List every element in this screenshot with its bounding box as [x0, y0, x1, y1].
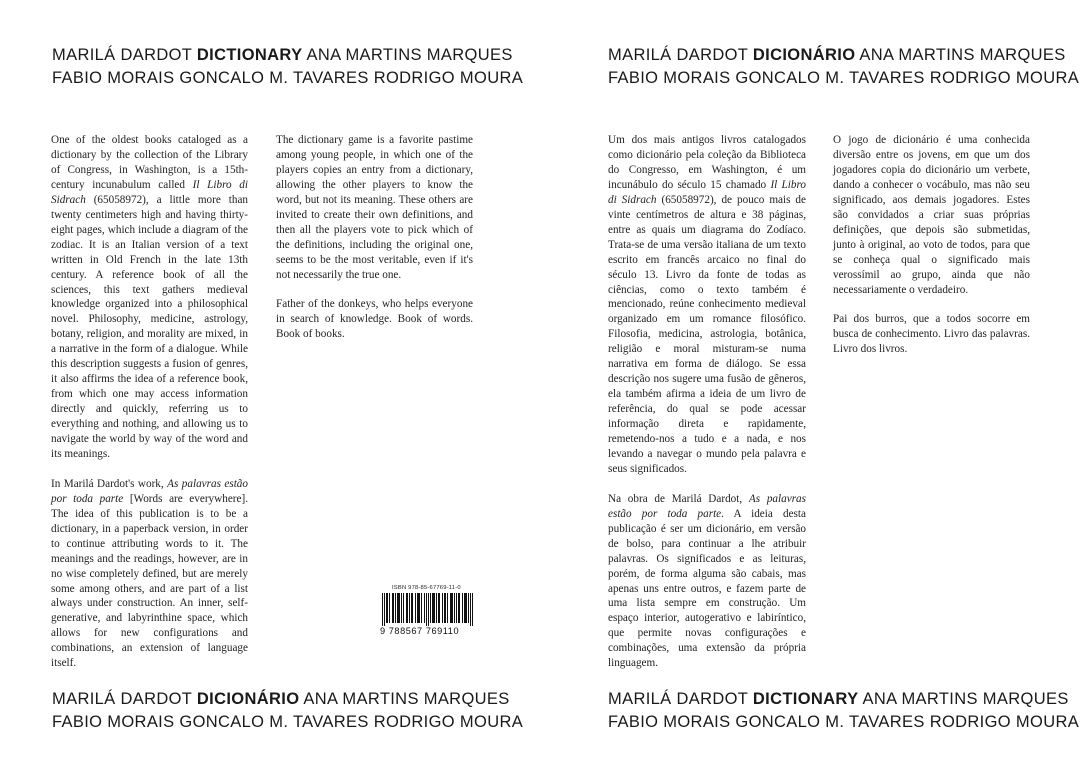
barcode-icon — [380, 593, 476, 626]
text: Na obra de Marilá Dardot, — [608, 492, 749, 505]
barcode-digits: 9 788567 769110 — [380, 626, 460, 636]
header-authors-line1 — [608, 44, 1078, 67]
author-name: ANA MARTINS MARQUES — [855, 46, 1066, 64]
book-title: DICIONÁRIO — [196, 690, 300, 708]
paragraph: Father of the donkeys, who helps everyone in search of knowledge. Book of words. Book of books. — [276, 298, 473, 341]
paragraph — [51, 133, 248, 462]
italic-title: As palavras estão por toda parte — [51, 477, 248, 505]
left-column-2 — [276, 133, 473, 342]
paragraph — [608, 133, 806, 477]
isbn-number: ISBN 978-85-67769-11-0 — [392, 585, 461, 591]
right-column-2 — [833, 133, 1030, 357]
author-name: ANA MARTINS MARQUES — [302, 46, 513, 64]
right-header-top — [608, 44, 1078, 89]
author-name: ANA MARTINS MARQUES — [299, 690, 510, 708]
header-authors-line2: FABIO MORAIS GONCALO M. TAVARES RODRIGO MOURA — [52, 712, 524, 731]
italic-title: Il Libro di Sidrach — [608, 178, 807, 206]
author-name: ANA MARTINS MARQUES — [858, 690, 1069, 708]
text: In Marilá Dardot's work, — [51, 477, 168, 490]
italic-title: As palavras estão por toda parte — [608, 492, 806, 520]
header-authors-line1 — [52, 44, 522, 67]
paragraph: Pai dos burros, que a todos socorre em busca de conhecimento. Livro das palavras. Livro dos livros. — [833, 313, 1030, 356]
isbn-barcode — [380, 585, 480, 647]
author-name: MARILÁ DARDOT — [608, 690, 753, 708]
text: One of the oldest books cataloged as a dictionary by the collection of the Library of Congress, in Washington, is a 15th-century incunabulum called — [51, 134, 248, 191]
text: [Words are everywhere]. The idea of this publication is to be a dictionary, in a paperback version, in order to continue attributing words to it. The meanings and the readings, however, are in no wise completely defined, but are merely some among others, and are part of a list always under construction. An inner, self-generative, and labyrinthine space, which allows for new configurations and combinations, an extension of language itself. — [51, 492, 249, 670]
author-name: MARILÁ DARDOT — [52, 690, 197, 708]
left-header-top — [52, 44, 522, 89]
text: . A ideia desta publicação é ser um dicionário, em versão de bolso, para continuar a lhe atribuir palavras. Os significados e as leituras, porém, de forma alguma são cabais, mas apenas uns entre outros, e fazem parte de uma lista sempre em construção. Um espaço interior, autogerativo e labiríntico, que permite novas configurações e combinações, uma extensão da própria linguagem. — [608, 507, 806, 670]
paragraph — [608, 492, 806, 671]
paragraph: O jogo de dicionário é uma conhecida diversão entre os jovens, em que um dos jogadores copia do dicionário um verbete, dando a conhecer o vocábulo, mas não seu significado, aos demais jogadores. Estes são convidados a criar suas próprias definições, que depois são submetidas, junto à original, ao voto de todos, para que se conheça qual o significado mais verossímil ao grupo, ainda que não necessariamente o verdadeiro. — [833, 134, 1030, 296]
left-column-1 — [51, 133, 248, 671]
italic-title: Il Libro di Sidrach — [51, 178, 248, 206]
header-authors-line1 — [608, 688, 1078, 711]
text: (65058972), a little more than twenty centimeters high and having thirty-eight pages, which include a diagram of the zodiac. It is an Italian version of a text written in Old French in the late 13th century. A reference book of all the sciences, this text gathers medieval knowledge organized into a philosophical novel. Philosophy, medicine, astrology, botany, religion, and morality are mixed, in a narrative in the form of a dialogue. While this description suggests a fusion of genres, it also affirms the idea of a reference book, from which one may access information directly and quickly, referring us to everything and nothing, and allowing us to navigate the world by way of the word and its meanings. — [51, 193, 248, 461]
text: (65058972), de pouco mais de vinte centímetros de altura e 38 páginas, entre as quais um diagrama do Zodíaco. Trata-se de uma versão italiana de um texto escrito em francês arcaico no final do século 13. Livro da fonte de todas as ciências, como o texto também é mencionado, reúne conhecimento medieval organizado em um romance filosófico. Filosofia, medicina, astrologia, botânica, religião e moral misturam-se numa narrativa em forma de diálogo. Se essa descrição nos sugere uma fusão de gêneros, ela também afirma a ideia de um livro de referência, do qual se pode acessar informação direta e rapidamente, remetendo-nos a tudo e a nada, e nos levando a navegar o mundo pela palavra e seus significados. — [608, 193, 806, 475]
book-title: DICIONÁRIO — [752, 46, 856, 64]
paragraph: The dictionary game is a favorite pastime among young people, in which one of the players copies an entry from a dictionary, allowing the other players to know the word, but not its meaning. These others are invited to create their own definitions, and then all the players vote to pick which of the definitions, including the original one, seems to be the most veritable, even if it's not necessarily the true one. — [276, 134, 473, 281]
header-authors-line1 — [52, 688, 522, 711]
book-title: DICTIONARY — [752, 690, 859, 708]
header-authors-line2: FABIO MORAIS GONCALO M. TAVARES RODRIGO MOURA — [608, 68, 1080, 87]
paragraph — [51, 477, 248, 671]
author-name: MARILÁ DARDOT — [608, 46, 753, 64]
right-column-1 — [608, 133, 806, 671]
left-header-bottom — [52, 688, 522, 733]
right-page — [540, 0, 1080, 776]
book-title: DICTIONARY — [196, 46, 303, 64]
right-header-bottom — [608, 688, 1078, 733]
header-authors-line2: FABIO MORAIS GONCALO M. TAVARES RODRIGO MOURA — [608, 712, 1080, 731]
author-name: MARILÁ DARDOT — [52, 46, 197, 64]
text: Um dos mais antigos livros catalogados como dicionário pela coleção da Biblioteca do Congresso, em Washington, é um incunábulo do século 15 chamado — [608, 134, 806, 191]
header-authors-line2: FABIO MORAIS GONCALO M. TAVARES RODRIGO MOURA — [52, 68, 524, 87]
